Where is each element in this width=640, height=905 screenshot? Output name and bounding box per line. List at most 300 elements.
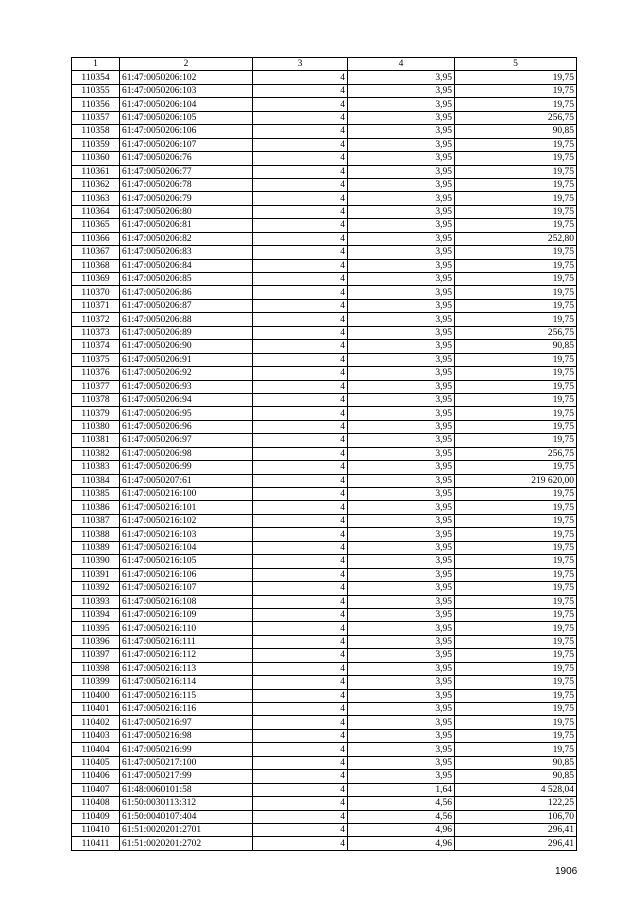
table-cell-col-1: 110356: [72, 98, 120, 111]
table-cell-col-3: 4: [253, 608, 348, 621]
table-cell-col-4: 3,95: [348, 555, 455, 568]
table-cell-col-2: 61:47:0050206:90: [120, 340, 253, 353]
table-cell-col-2: 61:47:0050206:79: [120, 192, 253, 205]
table-row: [72, 555, 577, 568]
table-cell-col-5: 90,85: [455, 340, 577, 353]
table-cell-col-2: 61:47:0050216:101: [120, 501, 253, 514]
table-cell-col-3: 4: [253, 125, 348, 138]
table-cell-col-5: 122,25: [455, 797, 577, 810]
table-cell-col-3: 4: [253, 447, 348, 460]
table-cell-col-2: 61:47:0050207:61: [120, 474, 253, 487]
table-row: [72, 407, 577, 420]
table-cell-col-3: 4: [253, 676, 348, 689]
table-row: [72, 219, 577, 232]
table-row: [72, 783, 577, 796]
table-cell-col-3: 4: [253, 555, 348, 568]
table-cell-col-4: 3,95: [348, 259, 455, 272]
table-cell-col-4: 3,95: [348, 286, 455, 299]
table-cell-col-1: 110410: [72, 823, 120, 836]
table-cell-col-2: 61:47:0050217:100: [120, 756, 253, 769]
table-cell-col-4: 3,95: [348, 299, 455, 312]
table-cell-col-1: 110383: [72, 461, 120, 474]
table-cell-col-5: 19,75: [455, 716, 577, 729]
table-row: [72, 797, 577, 810]
table-cell-col-2: 61:47:0050206:99: [120, 461, 253, 474]
table-row: [72, 125, 577, 138]
table-cell-col-1: 110367: [72, 246, 120, 259]
table-cell-col-3: 4: [253, 595, 348, 608]
table-cell-col-1: 110372: [72, 313, 120, 326]
table-cell-col-3: 4: [253, 635, 348, 648]
table-cell-col-4: 3,95: [348, 219, 455, 232]
table-cell-col-5: 19,75: [455, 595, 577, 608]
table-cell-col-2: 61:47:0050216:112: [120, 649, 253, 662]
table-cell-col-3: 4: [253, 152, 348, 165]
table-cell-col-1: 110364: [72, 205, 120, 218]
table-row: [72, 165, 577, 178]
table-cell-col-1: 110380: [72, 420, 120, 433]
table-cell-col-5: 19,75: [455, 246, 577, 259]
table-cell-col-4: 3,95: [348, 743, 455, 756]
table-cell-col-5: 19,75: [455, 676, 577, 689]
table-row: [72, 662, 577, 675]
table-cell-col-3: 4: [253, 246, 348, 259]
table-cell-col-5: 256,75: [455, 326, 577, 339]
table-row: [72, 71, 577, 84]
table-cell-col-5: 19,75: [455, 488, 577, 501]
table-cell-col-2: 61:47:0050206:77: [120, 165, 253, 178]
table-cell-col-2: 61:47:0050206:107: [120, 138, 253, 151]
table-row: [72, 837, 577, 850]
table-cell-col-4: 3,95: [348, 138, 455, 151]
table-row: [72, 810, 577, 823]
table-cell-col-2: 61:47:0050216:109: [120, 608, 253, 621]
table-row: [72, 501, 577, 514]
table-cell-col-2: 61:47:0050206:76: [120, 152, 253, 165]
table-cell-col-2: 61:47:0050206:96: [120, 420, 253, 433]
table-cell-col-5: 19,75: [455, 528, 577, 541]
table-cell-col-3: 4: [253, 178, 348, 191]
table-body: [72, 71, 577, 850]
table-cell-col-2: 61:47:0050216:108: [120, 595, 253, 608]
table-row: [72, 259, 577, 272]
table-cell-col-1: 110376: [72, 367, 120, 380]
table-cell-col-5: 19,75: [455, 205, 577, 218]
table-cell-col-2: 61:47:0050206:81: [120, 219, 253, 232]
table-cell-col-3: 4: [253, 326, 348, 339]
table-row: [72, 582, 577, 595]
table-cell-col-2: 61:47:0050206:78: [120, 178, 253, 191]
table-row: [72, 98, 577, 111]
table-cell-col-1: 110407: [72, 783, 120, 796]
table-cell-col-3: 4: [253, 649, 348, 662]
table-cell-col-1: 110401: [72, 703, 120, 716]
table-cell-col-3: 4: [253, 84, 348, 97]
table-cell-col-2: 61:47:0050216:115: [120, 689, 253, 702]
table-cell-col-3: 4: [253, 71, 348, 84]
table-cell-col-4: 3,95: [348, 608, 455, 621]
table-cell-col-3: 4: [253, 770, 348, 783]
table-row: [72, 595, 577, 608]
table-cell-col-3: 4: [253, 756, 348, 769]
table-cell-col-1: 110404: [72, 743, 120, 756]
table-cell-col-5: 256,75: [455, 111, 577, 124]
table-cell-col-2: 61:47:0050206:94: [120, 393, 253, 406]
table-cell-col-1: 110391: [72, 568, 120, 581]
table-cell-col-1: 110369: [72, 273, 120, 286]
table-cell-col-3: 4: [253, 340, 348, 353]
table-cell-col-4: 3,95: [348, 649, 455, 662]
table-cell-col-5: 19,75: [455, 71, 577, 84]
table-cell-col-3: 4: [253, 461, 348, 474]
table-cell-col-4: 3,95: [348, 514, 455, 527]
table-cell-col-3: 4: [253, 434, 348, 447]
table-cell-col-3: 4: [253, 111, 348, 124]
table-cell-col-1: 110375: [72, 353, 120, 366]
table-cell-col-3: 4: [253, 407, 348, 420]
table-cell-col-3: 4: [253, 703, 348, 716]
table-cell-col-3: 4: [253, 541, 348, 554]
table-cell-col-4: 3,95: [348, 461, 455, 474]
table-cell-col-2: 61:47:0050216:103: [120, 528, 253, 541]
table-cell-col-1: 110408: [72, 797, 120, 810]
table-cell-col-1: 110393: [72, 595, 120, 608]
table-cell-col-1: 110397: [72, 649, 120, 662]
table-cell-col-4: 3,95: [348, 353, 455, 366]
table-cell-col-5: 19,75: [455, 313, 577, 326]
table-cell-col-3: 4: [253, 729, 348, 742]
table-cell-col-3: 4: [253, 165, 348, 178]
table-cell-col-5: 252,80: [455, 232, 577, 245]
table-cell-col-3: 4: [253, 420, 348, 433]
table-cell-col-3: 4: [253, 138, 348, 151]
table-cell-col-4: 3,95: [348, 313, 455, 326]
table-cell-col-4: 3,95: [348, 420, 455, 433]
table-cell-col-5: 19,75: [455, 367, 577, 380]
table-row: [72, 729, 577, 742]
table-cell-col-1: 110406: [72, 770, 120, 783]
table-row: [72, 393, 577, 406]
table-cell-col-2: 61:47:0050206:87: [120, 299, 253, 312]
table-cell-col-3: 4: [253, 205, 348, 218]
table-cell-col-3: 4: [253, 299, 348, 312]
table-cell-col-5: 19,75: [455, 393, 577, 406]
table-row: [72, 608, 577, 621]
table-cell-col-1: 110374: [72, 340, 120, 353]
table-cell-col-4: 3,95: [348, 393, 455, 406]
table-cell-col-4: 3,95: [348, 474, 455, 487]
table-cell-col-3: 4: [253, 353, 348, 366]
table-cell-col-2: 61:47:0050206:98: [120, 447, 253, 460]
table-cell-col-2: 61:47:0050206:97: [120, 434, 253, 447]
table-row: [72, 205, 577, 218]
table-cell-col-5: 19,75: [455, 299, 577, 312]
table-cell-col-1: 110379: [72, 407, 120, 420]
table-cell-col-5: 106,70: [455, 810, 577, 823]
table-row: [72, 514, 577, 527]
table-row: [72, 770, 577, 783]
table-cell-col-5: 19,75: [455, 514, 577, 527]
table-cell-col-1: 110403: [72, 729, 120, 742]
table-cell-col-1: 110385: [72, 488, 120, 501]
table-row: [72, 689, 577, 702]
table-row: [72, 299, 577, 312]
table-row: [72, 367, 577, 380]
table-cell-col-4: 4,96: [348, 823, 455, 836]
table-row: [72, 326, 577, 339]
table-cell-col-3: 4: [253, 568, 348, 581]
table-cell-col-5: 90,85: [455, 125, 577, 138]
column-header-4: 4: [348, 58, 455, 71]
table-cell-col-2: 61:47:0050206:106: [120, 125, 253, 138]
table-cell-col-5: 19,75: [455, 608, 577, 621]
table-cell-col-4: 3,95: [348, 622, 455, 635]
table-cell-col-3: 4: [253, 783, 348, 796]
table-row: [72, 622, 577, 635]
table-row: [72, 232, 577, 245]
table-cell-col-4: 3,95: [348, 662, 455, 675]
table-cell-col-4: 3,95: [348, 205, 455, 218]
table-cell-col-1: 110363: [72, 192, 120, 205]
table-cell-col-2: 61:48:0060101:58: [120, 783, 253, 796]
table-cell-col-1: 110371: [72, 299, 120, 312]
table-cell-col-2: 61:47:0050216:113: [120, 662, 253, 675]
table-cell-col-4: 3,95: [348, 125, 455, 138]
table-cell-col-5: 19,75: [455, 743, 577, 756]
table-cell-col-3: 4: [253, 273, 348, 286]
table-cell-col-1: 110386: [72, 501, 120, 514]
table-cell-col-2: 61:47:0050206:93: [120, 380, 253, 393]
table-cell-col-1: 110378: [72, 393, 120, 406]
table-cell-col-4: 4,56: [348, 810, 455, 823]
table-cell-col-4: 1,64: [348, 783, 455, 796]
table-cell-col-4: 3,95: [348, 407, 455, 420]
table-cell-col-1: 110396: [72, 635, 120, 648]
table-cell-col-4: 3,95: [348, 582, 455, 595]
table-cell-col-1: 110389: [72, 541, 120, 554]
table-cell-col-4: 3,95: [348, 568, 455, 581]
table-cell-col-5: 19,75: [455, 649, 577, 662]
table-cell-col-5: 19,75: [455, 635, 577, 648]
table-cell-col-3: 4: [253, 488, 348, 501]
table-cell-col-2: 61:47:0050217:99: [120, 770, 253, 783]
table-cell-col-4: 3,95: [348, 340, 455, 353]
table-cell-col-2: 61:47:0050216:111: [120, 635, 253, 648]
table-cell-col-3: 4: [253, 797, 348, 810]
table-cell-col-4: 3,95: [348, 689, 455, 702]
table-cell-col-5: 19,75: [455, 703, 577, 716]
table-cell-col-3: 4: [253, 662, 348, 675]
table-cell-col-5: 19,75: [455, 420, 577, 433]
table-row: [72, 420, 577, 433]
table-cell-col-2: 61:47:0050216:102: [120, 514, 253, 527]
table-cell-col-1: 110359: [72, 138, 120, 151]
table-cell-col-3: 4: [253, 514, 348, 527]
table-cell-col-2: 61:47:0050206:88: [120, 313, 253, 326]
table-cell-col-5: 19,75: [455, 178, 577, 191]
table-cell-col-3: 4: [253, 380, 348, 393]
table-cell-col-4: 3,95: [348, 178, 455, 191]
table-cell-col-1: 110398: [72, 662, 120, 675]
table-cell-col-2: 61:47:0050206:91: [120, 353, 253, 366]
table-cell-col-4: 3,95: [348, 770, 455, 783]
table-cell-col-1: 110388: [72, 528, 120, 541]
table-cell-col-5: 19,75: [455, 286, 577, 299]
table-cell-col-4: 3,95: [348, 703, 455, 716]
table-header-row: [72, 58, 577, 71]
table-cell-col-3: 4: [253, 810, 348, 823]
table-cell-col-2: 61:47:0050216:99: [120, 743, 253, 756]
table-cell-col-3: 4: [253, 716, 348, 729]
table-cell-col-4: 3,95: [348, 71, 455, 84]
table-cell-col-2: 61:47:0050206:83: [120, 246, 253, 259]
table-cell-col-5: 90,85: [455, 770, 577, 783]
table-cell-col-1: 110402: [72, 716, 120, 729]
table-cell-col-1: 110409: [72, 810, 120, 823]
table-cell-col-5: 19,75: [455, 555, 577, 568]
table-cell-col-2: 61:47:0050216:97: [120, 716, 253, 729]
table-cell-col-2: 61:47:0050206:103: [120, 84, 253, 97]
table-cell-col-2: 61:47:0050216:116: [120, 703, 253, 716]
page-number: 1906: [555, 866, 578, 877]
table-cell-col-3: 4: [253, 622, 348, 635]
table-row: [72, 273, 577, 286]
table-row: [72, 676, 577, 689]
table-cell-col-1: 110382: [72, 447, 120, 460]
table-cell-col-3: 4: [253, 582, 348, 595]
table-cell-col-4: 3,95: [348, 111, 455, 124]
table-row: [72, 340, 577, 353]
table-cell-col-5: 296,41: [455, 823, 577, 836]
table-cell-col-2: 61:47:0050216:105: [120, 555, 253, 568]
table-cell-col-4: 3,95: [348, 246, 455, 259]
table-cell-col-3: 4: [253, 689, 348, 702]
table-cell-col-4: 3,95: [348, 635, 455, 648]
table-cell-col-2: 61:50:0030113:312: [120, 797, 253, 810]
table-cell-col-2: 61:47:0050206:80: [120, 205, 253, 218]
table-row: [72, 461, 577, 474]
table-cell-col-2: 61:47:0050216:104: [120, 541, 253, 554]
table-cell-col-4: 3,95: [348, 528, 455, 541]
table-cell-col-5: 19,75: [455, 192, 577, 205]
column-header-5: 5: [455, 58, 577, 71]
table-cell-col-1: 110361: [72, 165, 120, 178]
column-header-2: 2: [120, 58, 253, 71]
table-cell-col-5: 256,75: [455, 447, 577, 460]
table-row: [72, 716, 577, 729]
table-cell-col-2: 61:47:0050206:102: [120, 71, 253, 84]
table-cell-col-2: 61:47:0050216:106: [120, 568, 253, 581]
table-cell-col-2: 61:51:0020201:2701: [120, 823, 253, 836]
table-cell-col-5: 19,75: [455, 353, 577, 366]
column-header-1: 1: [72, 58, 120, 71]
table-row: [72, 756, 577, 769]
table-cell-col-3: 4: [253, 501, 348, 514]
table-cell-col-2: 61:47:0050206:104: [120, 98, 253, 111]
table-row: [72, 568, 577, 581]
table-cell-col-4: 3,95: [348, 501, 455, 514]
table-cell-col-5: 19,75: [455, 273, 577, 286]
table-cell-col-5: 19,75: [455, 98, 577, 111]
table-cell-col-3: 4: [253, 528, 348, 541]
table-cell-col-3: 4: [253, 98, 348, 111]
table-cell-col-1: 110384: [72, 474, 120, 487]
table-cell-col-2: 61:47:0050216:107: [120, 582, 253, 595]
table-cell-col-1: 110387: [72, 514, 120, 527]
table-cell-col-1: 110395: [72, 622, 120, 635]
table-cell-col-5: 19,75: [455, 380, 577, 393]
table-cell-col-1: 110366: [72, 232, 120, 245]
table-cell-col-3: 4: [253, 313, 348, 326]
table-cell-col-3: 4: [253, 393, 348, 406]
table-cell-col-1: 110405: [72, 756, 120, 769]
table-cell-col-4: 3,95: [348, 756, 455, 769]
table-cell-col-1: 110411: [72, 837, 120, 850]
table-cell-col-2: 61:47:0050216:100: [120, 488, 253, 501]
table-row: [72, 703, 577, 716]
table-cell-col-5: 19,75: [455, 461, 577, 474]
table-cell-col-2: 61:51:0020201:2702: [120, 837, 253, 850]
table-cell-col-1: 110365: [72, 219, 120, 232]
table-cell-col-5: 19,75: [455, 541, 577, 554]
table-row: [72, 84, 577, 97]
table-cell-col-5: 19,75: [455, 84, 577, 97]
table-row: [72, 823, 577, 836]
table-cell-col-4: 4,56: [348, 797, 455, 810]
table-cell-col-2: 61:47:0050206:89: [120, 326, 253, 339]
table-cell-col-5: 19,75: [455, 729, 577, 742]
table-cell-col-4: 3,95: [348, 367, 455, 380]
table-cell-col-1: 110377: [72, 380, 120, 393]
table-cell-col-5: 90,85: [455, 756, 577, 769]
table-cell-col-1: 110399: [72, 676, 120, 689]
table-cell-col-1: 110370: [72, 286, 120, 299]
table-cell-col-4: 3,95: [348, 716, 455, 729]
table-cell-col-5: 19,75: [455, 501, 577, 514]
table-row: [72, 474, 577, 487]
table-row: [72, 528, 577, 541]
table-cell-col-2: 61:47:0050216:114: [120, 676, 253, 689]
table-row: [72, 178, 577, 191]
table-cell-col-4: 3,95: [348, 488, 455, 501]
table-cell-col-4: 3,95: [348, 152, 455, 165]
table-cell-col-3: 4: [253, 823, 348, 836]
table-row: [72, 313, 577, 326]
table-row: [72, 743, 577, 756]
data-table: [71, 57, 577, 851]
table-cell-col-2: 61:47:0050216:110: [120, 622, 253, 635]
table-cell-col-5: 19,75: [455, 138, 577, 151]
table-cell-col-4: 3,95: [348, 541, 455, 554]
table-cell-col-4: 3,95: [348, 98, 455, 111]
table-cell-col-3: 4: [253, 743, 348, 756]
table-cell-col-3: 4: [253, 286, 348, 299]
table-row: [72, 635, 577, 648]
table-cell-col-4: 3,95: [348, 273, 455, 286]
table-cell-col-1: 110362: [72, 178, 120, 191]
table-cell-col-2: 61:47:0050206:95: [120, 407, 253, 420]
table-cell-col-4: 3,95: [348, 165, 455, 178]
table-cell-col-5: 19,75: [455, 219, 577, 232]
table-cell-col-1: 110355: [72, 84, 120, 97]
table-cell-col-4: 3,95: [348, 84, 455, 97]
table-cell-col-4: 3,95: [348, 729, 455, 742]
table-cell-col-5: 19,75: [455, 662, 577, 675]
table-row: [72, 152, 577, 165]
table-cell-col-1: 110394: [72, 608, 120, 621]
table-cell-col-1: 110400: [72, 689, 120, 702]
table-cell-col-4: 3,95: [348, 447, 455, 460]
